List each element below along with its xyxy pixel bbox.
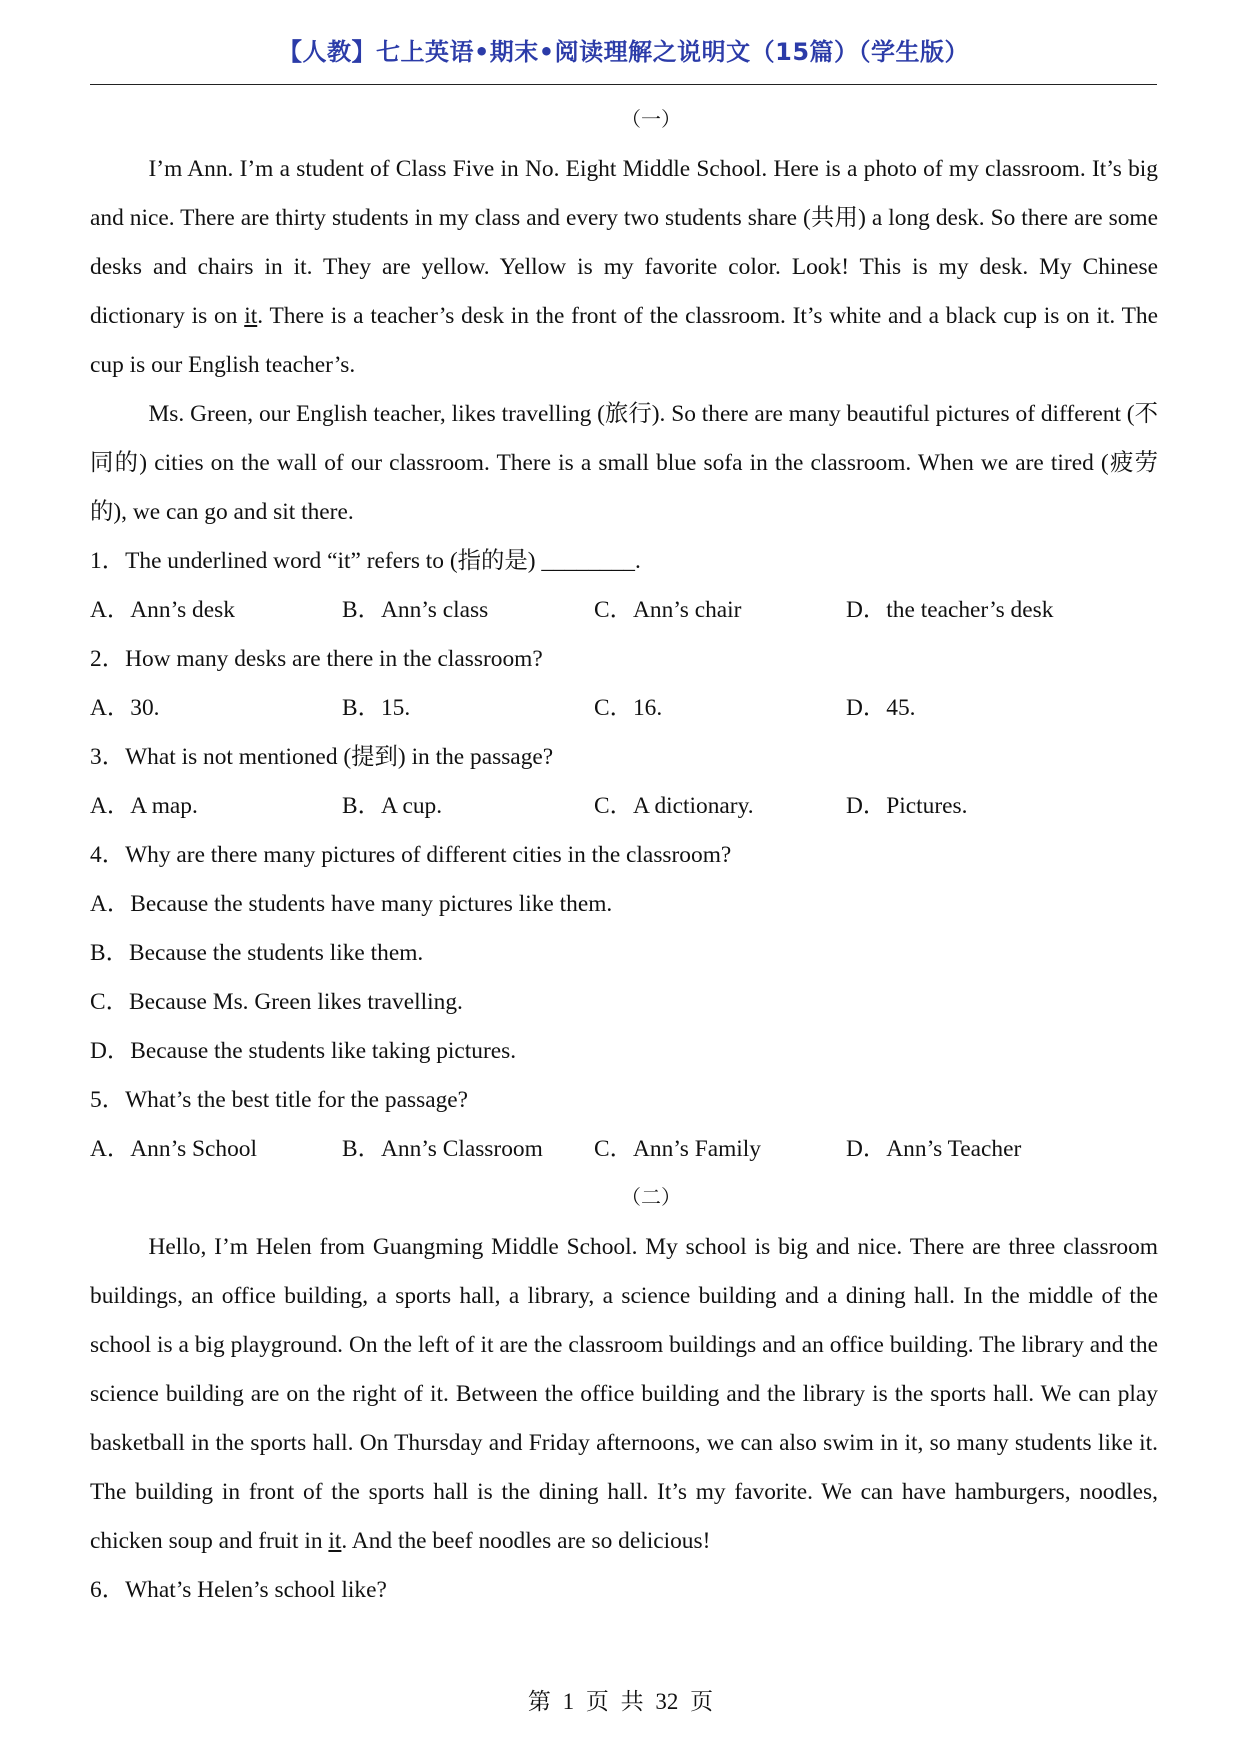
answer-options — [90, 684, 1158, 733]
option-a: A．30. — [90, 695, 160, 721]
question-text: 3．What is not mentioned (提到) in the passage? — [90, 744, 554, 770]
question-text: 5．What’s the best title for the passage? — [90, 1087, 469, 1113]
question-4 — [90, 831, 1158, 1076]
question-text: 4．Why are there many pictures of different cities in the classroom? — [90, 842, 732, 868]
question-5 — [90, 1076, 1158, 1174]
question-text: 2．How many desks are there in the classroom? — [90, 646, 543, 672]
question-text: 1．The underlined word “it” refers to (指的是) ________. — [90, 548, 641, 574]
passage-1-paragraph-2: Ms. Green, our English teacher, likes travelling (旅行). So there are many beautiful pictures of different (不同的) cities on the wall of our classroom. There is a small blue sofa in the classroom. When we are tired (疲劳的), we can go and sit there. — [90, 401, 1158, 525]
option-d: D．the teacher’s desk — [846, 597, 1054, 623]
option-d: D．45. — [846, 695, 916, 721]
option-c: C．Ann’s Family — [594, 1136, 762, 1162]
option-a: A．Ann’s School — [90, 1136, 257, 1162]
option-a: A．Ann’s desk — [90, 597, 235, 623]
passage-1-paragraph-1: I’m Ann. I’m a student of Class Five in No. Eight Middle School. Here is a photo of my classroom. It’s big and nice. There are thirty students in my class and every two students share (共用) a long desk. So there are some desks and chairs in it. They are yellow. Yellow is my favorite color. Look! This is my desk. My Chinese dictionary is on it. There is a teacher’s desk in the front of the classroom. It’s white and a black cup is on it. The cup is our English teacher’s. — [90, 156, 1158, 378]
page-number: 第 1 页 共 32 页 — [527, 1689, 714, 1714]
option-d: D．Pictures. — [846, 793, 968, 819]
option-d: D．Ann’s Teacher — [846, 1136, 1022, 1162]
option-c: C．Ann’s chair — [594, 597, 742, 623]
answer-options — [90, 782, 1158, 831]
section-marker-2: （二） — [621, 1187, 681, 1209]
question-3 — [90, 733, 1158, 831]
passage-2-paragraph-1: Hello, I’m Helen from Guangming Middle School. My school is big and nice. There are three classroom buildings, an office building, a sports hall, a library, a science building and a dining hall. In the middle of the school is a big playground. On the left of it are the classroom buildings and an office building. The library and the science building are on the right of it. Between the office building and the library is the sports hall. We can play basketball in the sports hall. On Thursday and Friday afternoons, we can also swim in it, so many students like it. The building in front of the sports hall is the dining hall. It’s my favorite. We can have hamburgers, noodles, chicken soup and fruit in it. And the beef noodles are so delicious! — [90, 1234, 1158, 1554]
option-c: C．Because Ms. Green likes travelling. — [90, 989, 463, 1015]
option-b: B．A cup. — [342, 793, 443, 819]
option-a: A．A map. — [90, 793, 198, 819]
underlined-word-it: it — [328, 1528, 342, 1554]
question-text: 6．What’s Helen’s school like? — [90, 1577, 387, 1603]
option-a: A．Because the students have many pictures like them. — [90, 891, 613, 917]
option-b: B．Because the students like them. — [90, 940, 424, 966]
answer-options — [90, 1125, 1158, 1174]
question-2 — [90, 635, 1158, 733]
option-b: B．Ann’s Classroom — [342, 1136, 543, 1162]
question-6 — [90, 1566, 1158, 1615]
option-b: B．Ann’s class — [342, 597, 489, 623]
section-marker-1: （一） — [621, 109, 681, 131]
document-body — [90, 96, 1158, 1615]
question-1 — [90, 537, 1158, 635]
document-title: 【人教】七上英语•期末•阅读理解之说明文（15篇）（学生版） — [277, 38, 970, 66]
answer-options — [90, 586, 1158, 635]
underlined-word-it: it — [244, 303, 258, 329]
option-b: B．15. — [342, 695, 411, 721]
option-c: C．16. — [594, 695, 663, 721]
header-divider — [90, 84, 1157, 85]
option-d: D．Because the students like taking pictures. — [90, 1038, 517, 1064]
option-c: C．A dictionary. — [594, 793, 754, 819]
